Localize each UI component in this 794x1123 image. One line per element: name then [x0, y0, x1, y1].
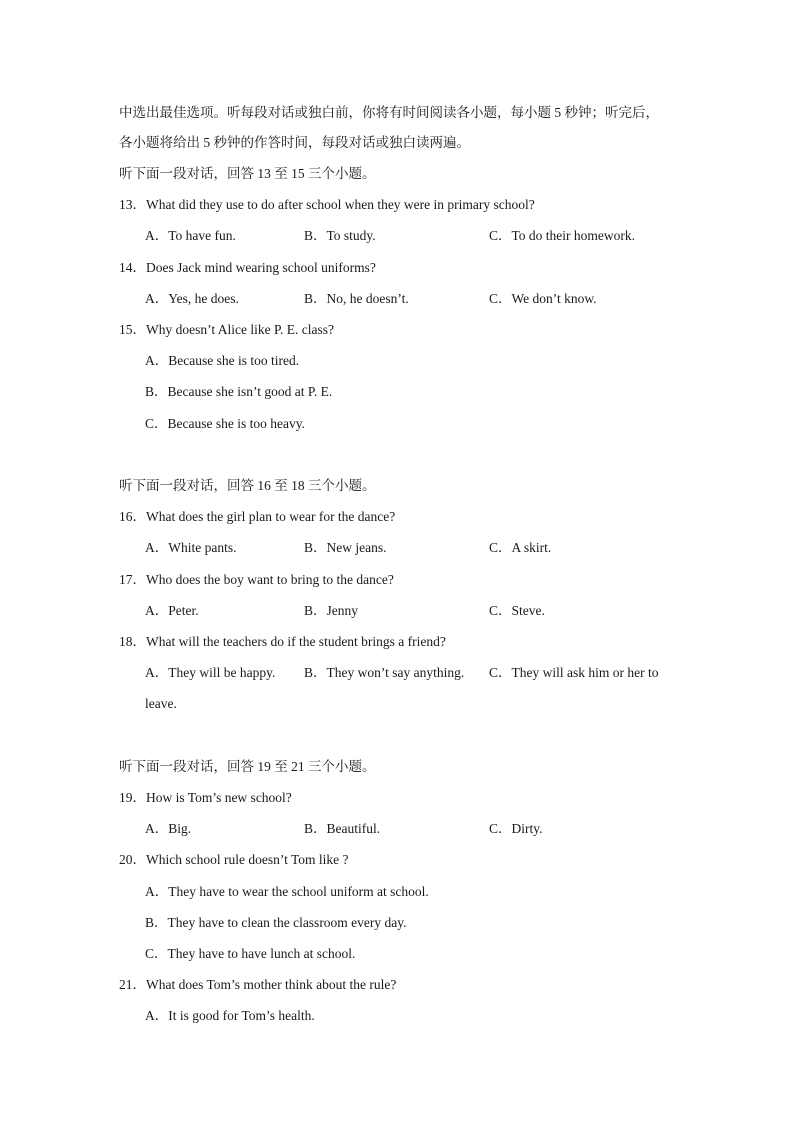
option-c: C．Steve. — [489, 603, 545, 618]
option-a: A．It is good for Tom’s health. — [145, 1008, 315, 1023]
instructions-line-2: 各小题将给出 5 秒钟的作答时间，每段对话或独白读两遍。 — [119, 135, 470, 150]
option-b: B．Because she isn’t good at P. E. — [145, 384, 333, 399]
option-a: A．Because she is too tired. — [145, 353, 300, 368]
option-a: A．They have to wear the school uniform at school. — [145, 884, 429, 899]
question-stem: 13．What did they use to do after school when they were in primary school? — [119, 197, 535, 212]
option-c: C．To do their homework. — [489, 228, 636, 243]
question-stem: 20．Which school rule doesn’t Tom like ? — [119, 852, 349, 867]
option-b: B．No, he doesn’t. — [304, 291, 409, 306]
section-heading: 听下面一段对话，回答 13 至 15 三个小题。 — [119, 166, 376, 181]
instructions-line-1: 中选出最佳选项。听每段对话或独白前，你将有时间阅读各小题，每小题 5 秒钟；听完后， — [119, 105, 659, 120]
question-stem: 14．Does Jack mind wearing school uniforms? — [119, 260, 376, 275]
option-b: B．New jeans. — [304, 540, 387, 555]
option-c-continuation: leave. — [145, 696, 177, 711]
option-c: C．We don’t know. — [489, 291, 597, 306]
option-b: B．To study. — [304, 228, 376, 243]
option-a: A．To have fun. — [145, 228, 236, 243]
option-c: C．Because she is too heavy. — [145, 416, 305, 431]
option-c: C．A skirt. — [489, 540, 552, 555]
option-a: A．Big. — [145, 821, 192, 836]
section-heading: 听下面一段对话，回答 19 至 21 三个小题。 — [119, 759, 376, 774]
option-b: B．Jenny — [304, 603, 358, 618]
question-stem: 21．What does Tom’s mother think about the rule? — [119, 977, 397, 992]
option-c: C．Dirty. — [489, 821, 543, 836]
option-c: C．They have to have lunch at school. — [145, 946, 356, 961]
question-stem: 19．How is Tom’s new school? — [119, 790, 292, 805]
option-b: B．They have to clean the classroom every day. — [145, 915, 407, 930]
option-a: A．White pants. — [145, 540, 237, 555]
option-a: A．Yes, he does. — [145, 291, 239, 306]
option-b: B．They won’t say anything. — [304, 665, 465, 680]
option-c: C．They will ask him or her to — [489, 665, 659, 680]
option-a: A．They will be happy. — [145, 665, 276, 680]
question-stem: 18．What will the teachers do if the student brings a friend? — [119, 634, 446, 649]
question-stem: 17．Who does the boy want to bring to the dance? — [119, 572, 394, 587]
question-stem: 16．What does the girl plan to wear for the dance? — [119, 509, 396, 524]
section-heading: 听下面一段对话，回答 16 至 18 三个小题。 — [119, 478, 376, 493]
option-b: B．Beautiful. — [304, 821, 381, 836]
option-a: A．Peter. — [145, 603, 199, 618]
question-stem: 15．Why doesn’t Alice like P. E. class? — [119, 322, 334, 337]
